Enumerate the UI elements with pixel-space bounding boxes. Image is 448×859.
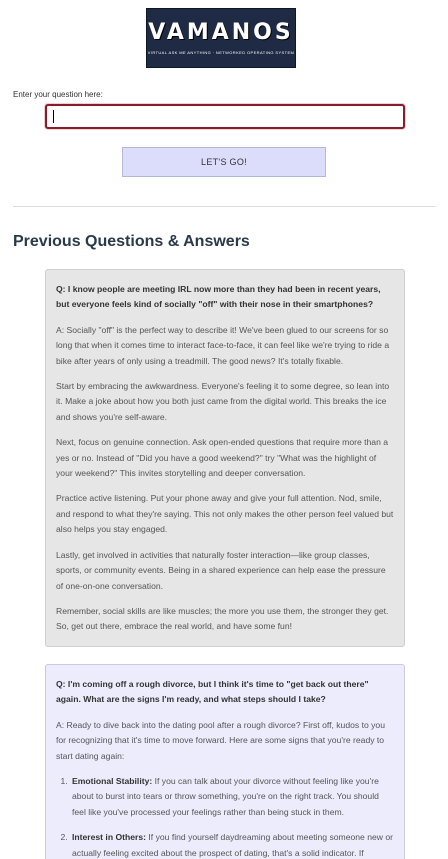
logo-title: VAMANOS (148, 19, 294, 45)
question-input-label: Enter your question here: (13, 90, 103, 99)
qa-answer-paragraph: Start by embracing the awkwardness. Everyone's feeling it to some degree, so lean into it. Make a joke about how you both just came from the digital world. This breaks the ice and shows you're self-aware. (56, 381, 390, 422)
list-item-title: Interest in Others: (72, 832, 147, 843)
lets-go-button[interactable]: LET'S GO! (122, 147, 326, 177)
list-item (70, 774, 394, 820)
qa-card (45, 269, 405, 647)
qa-answer-list (70, 774, 394, 859)
qa-answer-paragraph: Next, focus on genuine connection. Ask open-ended questions that require more than a yes or no. Instead of "Did you have a good weekend?" try "What was the highlight of your weekend?" This invites storytelling and deeper conversation. (56, 437, 389, 479)
logo-subtitle: VIRTUAL ASK ME ANYTHING · NETWORKED OPERATING SYSTEM (147, 49, 295, 55)
list-item-title: Emotional Stability: (72, 776, 153, 787)
previous-qa-heading: Previous Questions & Answers (13, 233, 250, 250)
list-item-text: If you can talk about your divorce without feeling like you're about to burst into tears or throw something, you're on the right track. You should feel like you've processed your feelings rather than being stuck in them. (72, 776, 379, 817)
vamanos-logo (146, 8, 296, 68)
qa-question: Q: I know people are meeting IRL now more than they had been in recent years, but everyone feels kind of socially "off" with their nose in their smartphones? (56, 284, 381, 310)
text-caret (53, 110, 54, 123)
qa-answer-paragraph: A: Ready to dive back into the dating pool after a rough divorce? First off, kudos to you for recognizing that it's time to move forward. Here are some signs that you're ready to start dating again: (56, 719, 385, 761)
qa-answer-paragraph: Practice active listening. Put your phone away and give your full attention. Nod, smile, and respond to what they're saying. This not only makes the other person feel valued but also helps you stay engaged. (56, 493, 394, 535)
qa-answer-paragraph: Remember, social skills are like muscles; the more you use them, the stronger they get. So, get out there, embrace the real world, and have some fun! (56, 605, 389, 632)
qa-question: Q: I'm coming off a rough divorce, but I think it's time to "get back out there" again. What are the signs I'm ready, and what steps should I take? (56, 679, 369, 705)
section-divider (13, 206, 436, 207)
list-item-text: If you find yourself daydreaming about meeting someone new or actually feeling excited about the prospect of dating, that's a solid indicator. If (72, 832, 394, 858)
list-item (70, 830, 394, 859)
qa-answer-paragraph: A: Socially "off" is the perfect way to describe it! We've been glued to our screens for so long that when it comes time to interact face-to-face, it can feel like we're trying to ride a bike after years of only using a treadmill. The good news? It's totally fixable. (56, 324, 390, 366)
question-input[interactable] (45, 104, 405, 129)
qa-card (45, 664, 405, 859)
qa-answer-paragraph: Lastly, get involved in activities that naturally foster interaction—like group classes, sports, or community events. Being in a shared experience can help ease the pressure of one-on-one conversation. (56, 549, 386, 591)
